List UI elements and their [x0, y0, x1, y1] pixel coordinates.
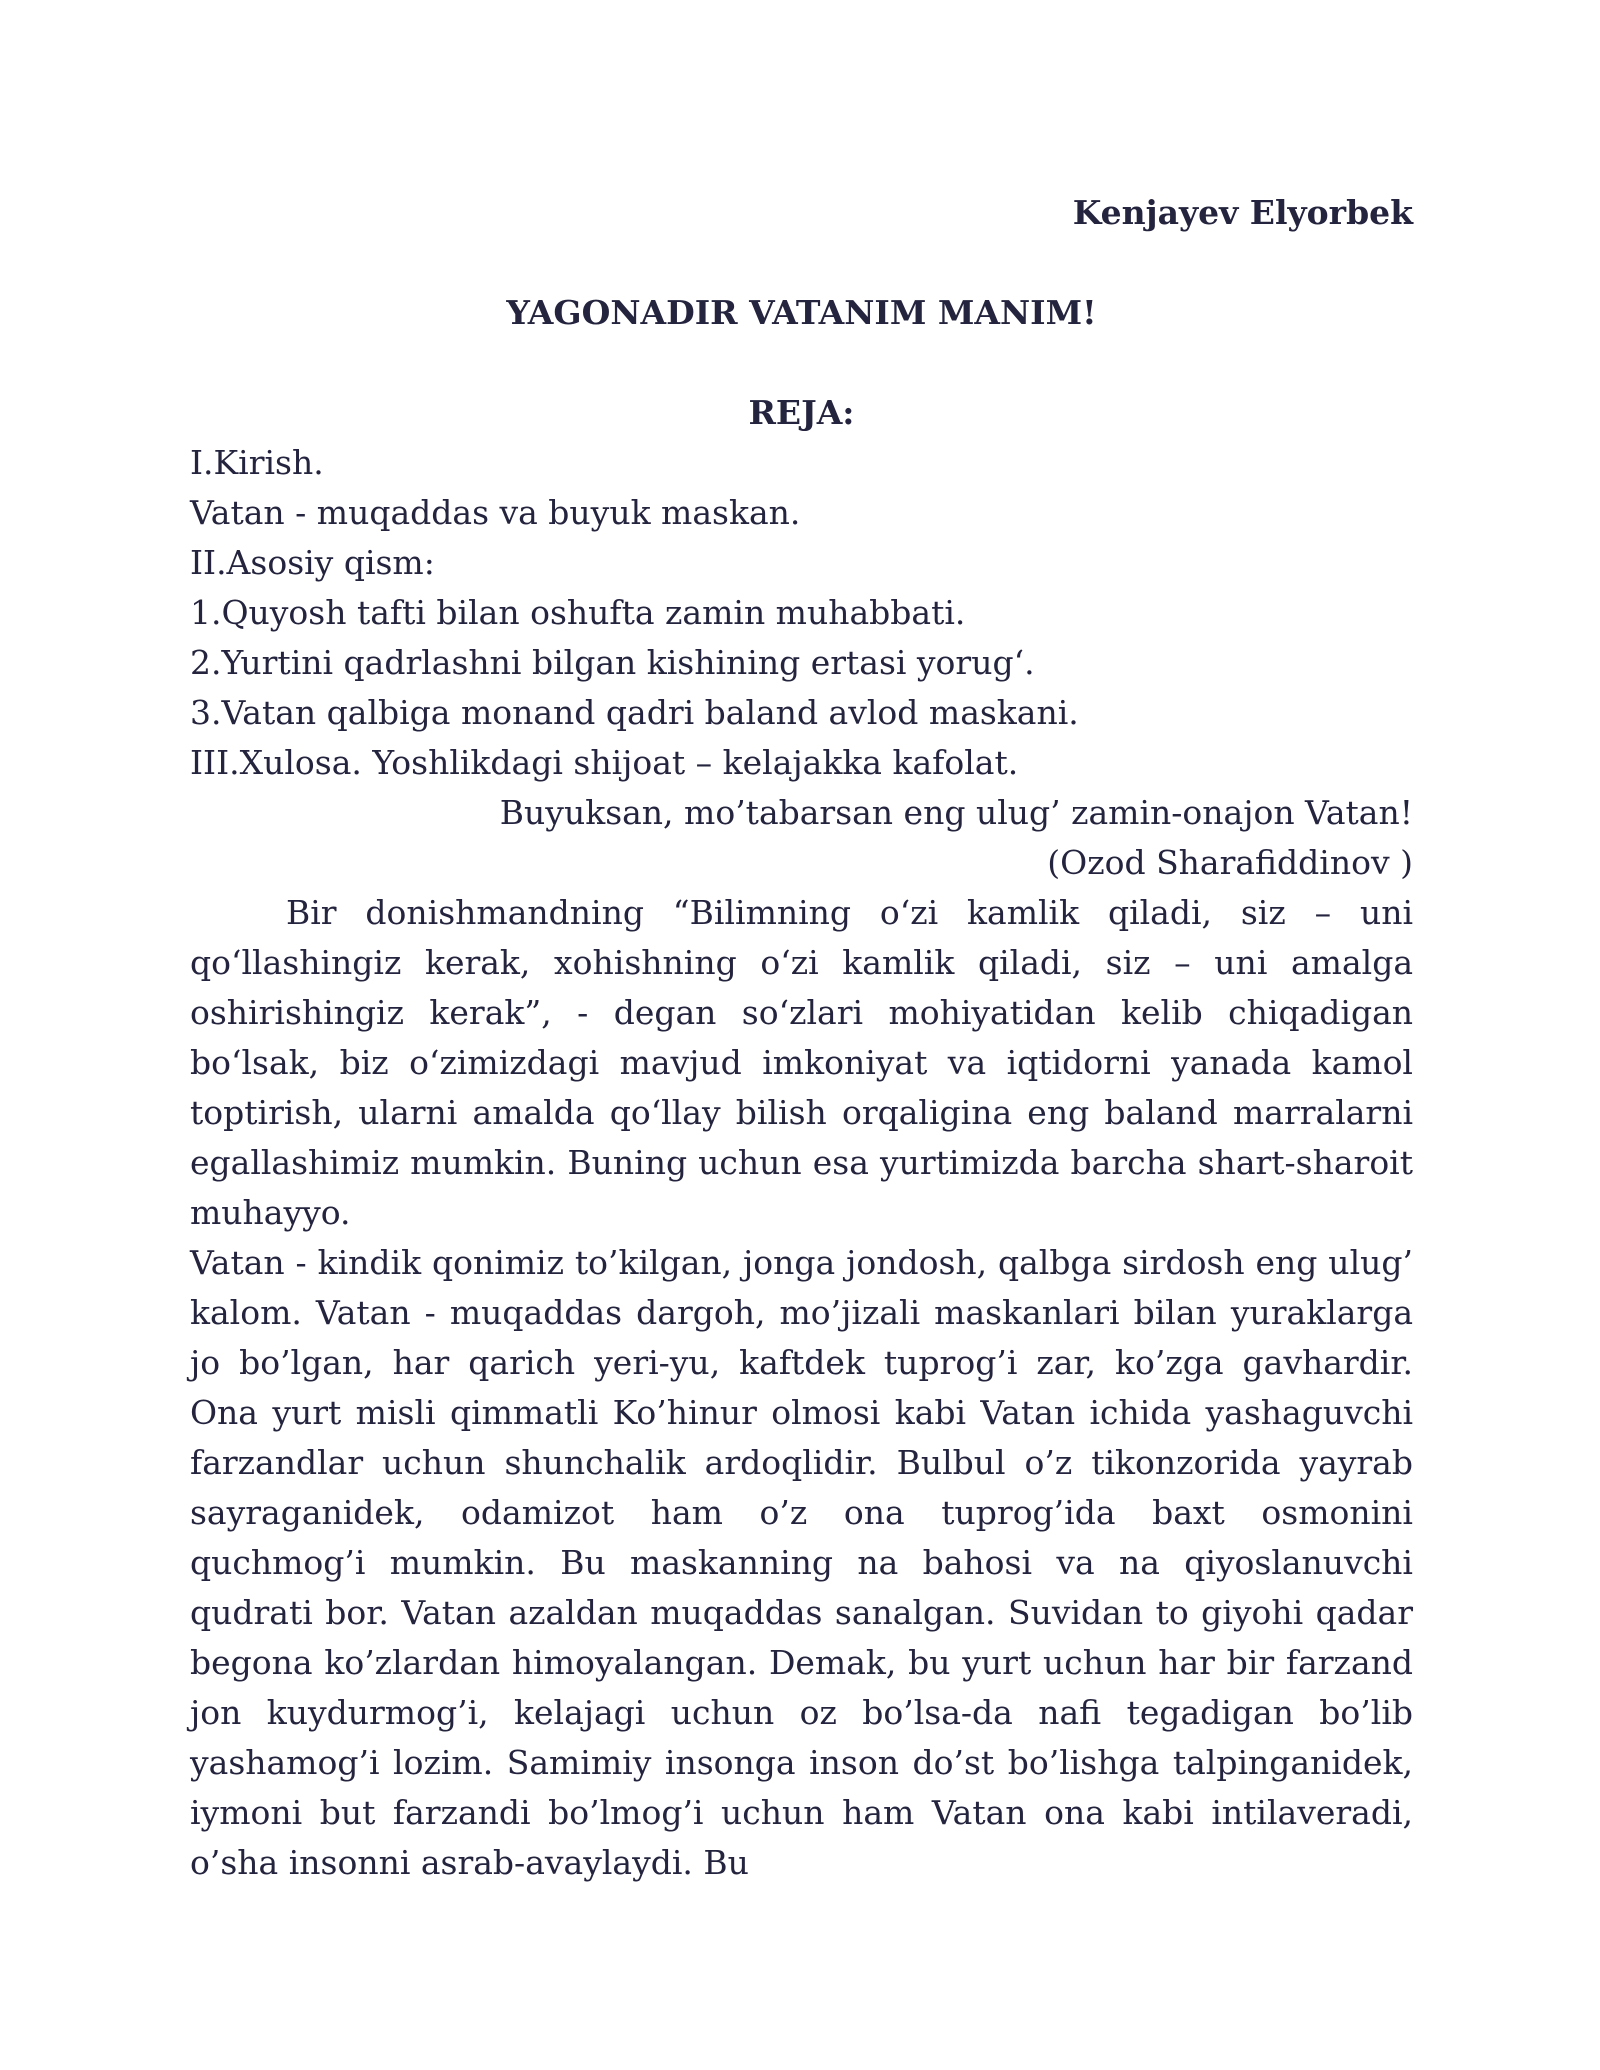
plan-item: I.Kirish.: [190, 443, 324, 482]
author-name: Kenjayev Elyorbek: [1072, 193, 1413, 232]
epigraph-source: (Ozod Sharafiddinov ): [1047, 843, 1413, 882]
epigraph-quote: Buyuksan, mo’tabarsan eng ulug’ zamin-onajon Vatan!: [499, 793, 1413, 832]
plan-item: 1.Quyosh tafti bilan oshufta zamin muhabbati.: [190, 593, 966, 632]
plan-list: [190, 438, 1413, 788]
document-body: [190, 188, 1413, 1888]
plan-item: 3.Vatan qalbiga monand qadri baland avlod maskani.: [190, 693, 1079, 732]
plan-item: Vatan - muqaddas va buyuk maskan.: [190, 493, 801, 532]
body-paragraph: Vatan - kindik qonimiz to’kilgan, jonga jondosh, qalbga sirdosh eng ulug’ kalom. Vatan - muqaddas dargoh, mo’jizali maskanlari bilan yuraklarga jo bo’lgan, har qarich yeri-yu, kaftdek tuprog’i zar, ko’zga gavhardir. Ona yurt misli qimmatli Ko’hinur olmosi kabi Vatan ichida yashaguvchi farzandlar uchun shunchalik ardoqlidir. Bulbul o’z tikonzorida yayrab sayraganidek, odamizot ham o’z ona tuprog’ida baxt osmonini quchmog’i mumkin. Bu maskanning na bahosi va na qiyoslanuvchi qudrati bor. Vatan azaldan muqaddas sanalgan. Suvidan to giyohi qadar begona ko’zlardan himoyalangan. Demak, bu yurt uchun har bir farzand jon kuydurmog’i, kelajagi uchun oz bo’lsa-da nafi tegadigan bo’lib yashamog’i lozim. Samimiy insonga inson do’st bo’lishga talpinganidek, iymoni but farzandi bo’lmog’i uchun ham Vatan ona kabi intilaveradi, o’sha insonni asrab-avaylaydi. Bu: [190, 1243, 1413, 1882]
plan-item: II.Asosiy qism:: [190, 543, 435, 582]
plan-heading: REJA:: [748, 393, 855, 432]
essay-title: YAGONADIR VATANIM MANIM!: [506, 293, 1097, 332]
body-paragraph: Bir donishmandning “Bilimning o‘zi kamlik qiladi, siz – uni qo‘llashingiz kerak, xohishning o‘zi kamlik qiladi, siz – uni amalga oshirishingiz kerak”, - degan so‘zlari mohiyatidan kelib chiqadigan bo‘lsak, biz o‘zimizdagi mavjud imkoniyat va iqtidorni yanada kamol toptirish, ularni amalda qo‘llay bilish orqaligina eng baland marralarni egallashimiz mumkin. Buning uchun esa yurtimizda barcha shart-sharoit muhayyo.: [190, 893, 1413, 1232]
plan-item: 2.Yurtini qadrlashni bilgan kishining ertasi yorug‘.: [190, 643, 1035, 682]
plan-item: III.Xulosa. Yoshlikdagi shijoat – kelajakka kafolat.: [190, 743, 1019, 782]
